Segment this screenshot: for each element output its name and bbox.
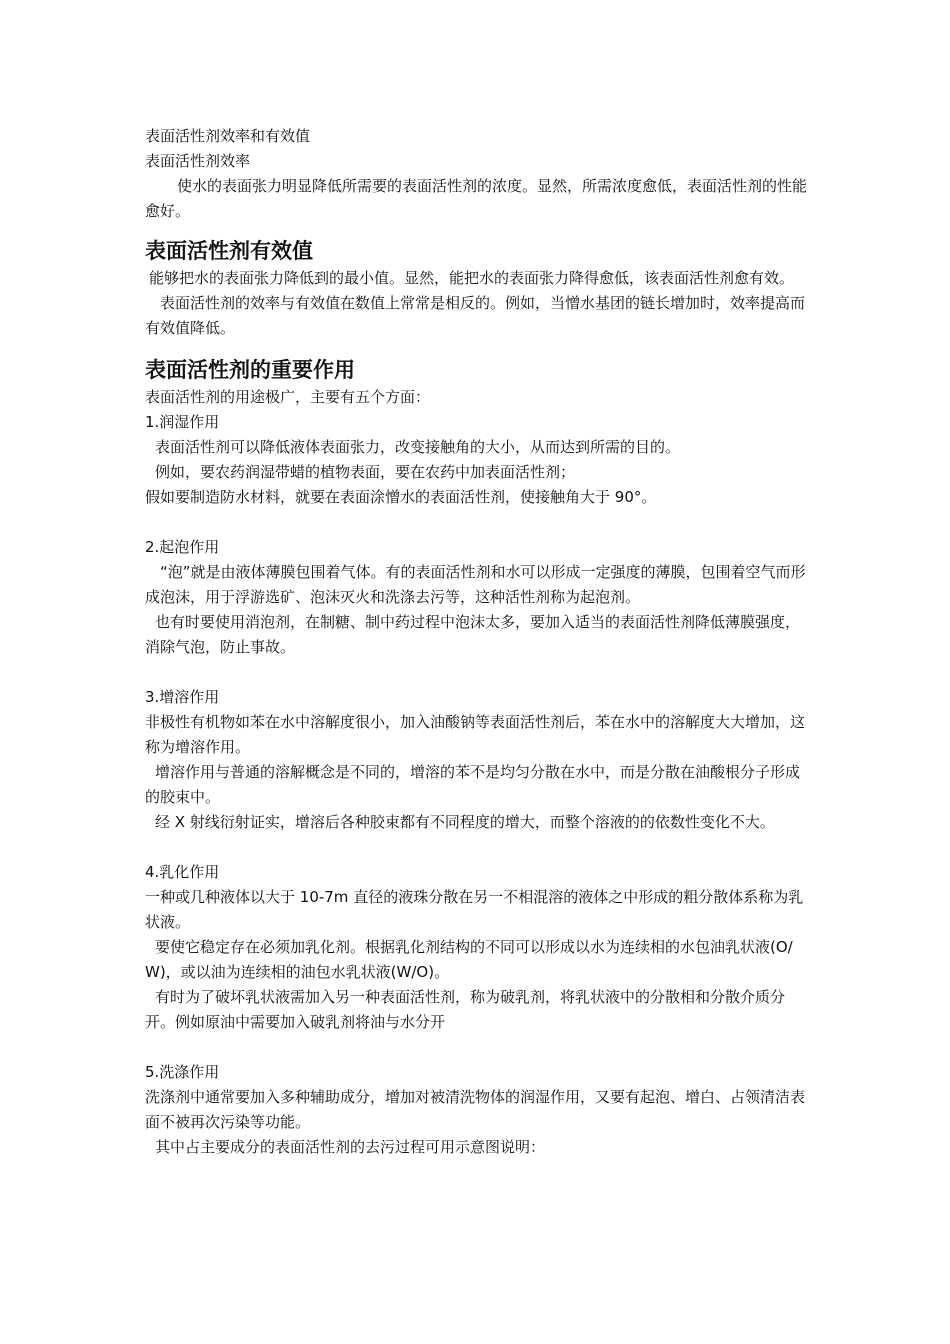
spacer (145, 510, 807, 535)
heading-important-roles: 表面活性剂的重要作用 (145, 358, 355, 382)
effective-value-note: 表面活性剂的效率与有效值在数值上常常是相反的。例如，当憎水基团的链长增加时，效率提高而有效值降低。 (145, 294, 806, 337)
document-body (145, 124, 807, 1160)
section-wetting-title: 1.润湿作用 (145, 413, 220, 431)
section-solubilization-p2: 增溶作用与普通的溶解概念是不同的，增溶的苯不是均匀分散在水中，而是分散在油酸根分子形成的胶束中。 (145, 763, 801, 806)
section-emulsification-title: 4.乳化作用 (145, 863, 220, 881)
section-foaming-p2: 也有时要使用消泡剂，在制糖、制中药过程中泡沫太多，要加入适当的表面活性剂降低薄膜强度，消除气泡，防止事故。 (145, 613, 801, 656)
section-solubilization-p1: 非极性有机物如苯在水中溶解度很小，加入油酸钠等表面活性剂后，苯在水中的溶解度大大增加，这称为增溶作用。 (145, 713, 806, 756)
section-emulsification-p3: 有时为了破坏乳状液需加入另一种表面活性剂，称为破乳剂，将乳状液中的分散相和分散介质分开。例如原油中需要加入破乳剂将油与水分开 (145, 988, 786, 1031)
section-washing-p2: 其中占主要成分的表面活性剂的去污过程可用示意图说明： (155, 1138, 546, 1156)
section-washing-title: 5.洗涤作用 (145, 1063, 220, 1081)
spacer (145, 1035, 807, 1060)
section-emulsification-p1: 一种或几种液体以大于 10-7m 直径的液珠分散在另一不相混溶的液体之中形成的粗分散体系称为乳状液。 (145, 888, 804, 931)
spacer (145, 660, 807, 685)
efficiency-definition: 使水的表面张力明显降低所需要的表面活性剂的浓度。显然，所需浓度愈低，表面活性剂的性能愈好。 (145, 177, 808, 220)
effective-value-definition: 能够把水的表面张力降低到的最小值。显然，能把水的表面张力降得愈低，该表面活性剂愈有效。 (149, 269, 795, 287)
section-foaming-p1: “泡”就是由液体薄膜包围着气体。有的表面活性剂和水可以形成一定强度的薄膜，包围着空气而形成泡沫，用于浮游选矿、泡沫灭火和洗涤去污等，这种活性剂称为起泡剂。 (145, 563, 806, 606)
section-washing-p1: 洗涤剂中通常要加入多种辅助成分，增加对被清洗物体的润湿作用，又要有起泡、增白、占领清洁表面不被再次污染等功能。 (145, 1088, 806, 1131)
section-foaming-title: 2.起泡作用 (145, 538, 220, 556)
section-wetting-p3: 假如要制造防水材料，就要在表面涂憎水的表面活性剂，使接触角大于 90°。 (145, 488, 657, 506)
roles-intro: 表面活性剂的用途极广，主要有五个方面： (145, 388, 431, 406)
spacer (145, 835, 807, 860)
heading-effective-value: 表面活性剂有效值 (145, 239, 313, 263)
section-wetting-p2: 例如，要农药润湿带蜡的植物表面，要在农药中加表面活性剂； (155, 463, 576, 481)
subtitle-efficiency: 表面活性剂效率 (145, 152, 251, 170)
section-emulsification-p2: 要使它稳定存在必须加乳化剂。根据乳化剂结构的不同可以形成以水为连续相的水包油乳状液(O/W)，或以油为连续相的油包水乳状液(W/O)。 (145, 938, 793, 981)
section-solubilization-title: 3.增溶作用 (145, 688, 220, 706)
section-solubilization-p3: 经 X 射线衍射证实，增溶后各种胶束都有不同程度的增大，而整个溶液的的依数性变化不大。 (155, 813, 775, 831)
doc-title: 表面活性剂效率和有效值 (145, 127, 311, 145)
section-wetting-p1: 表面活性剂可以降低液体表面张力，改变接触角的大小，从而达到所需的目的。 (155, 438, 681, 456)
